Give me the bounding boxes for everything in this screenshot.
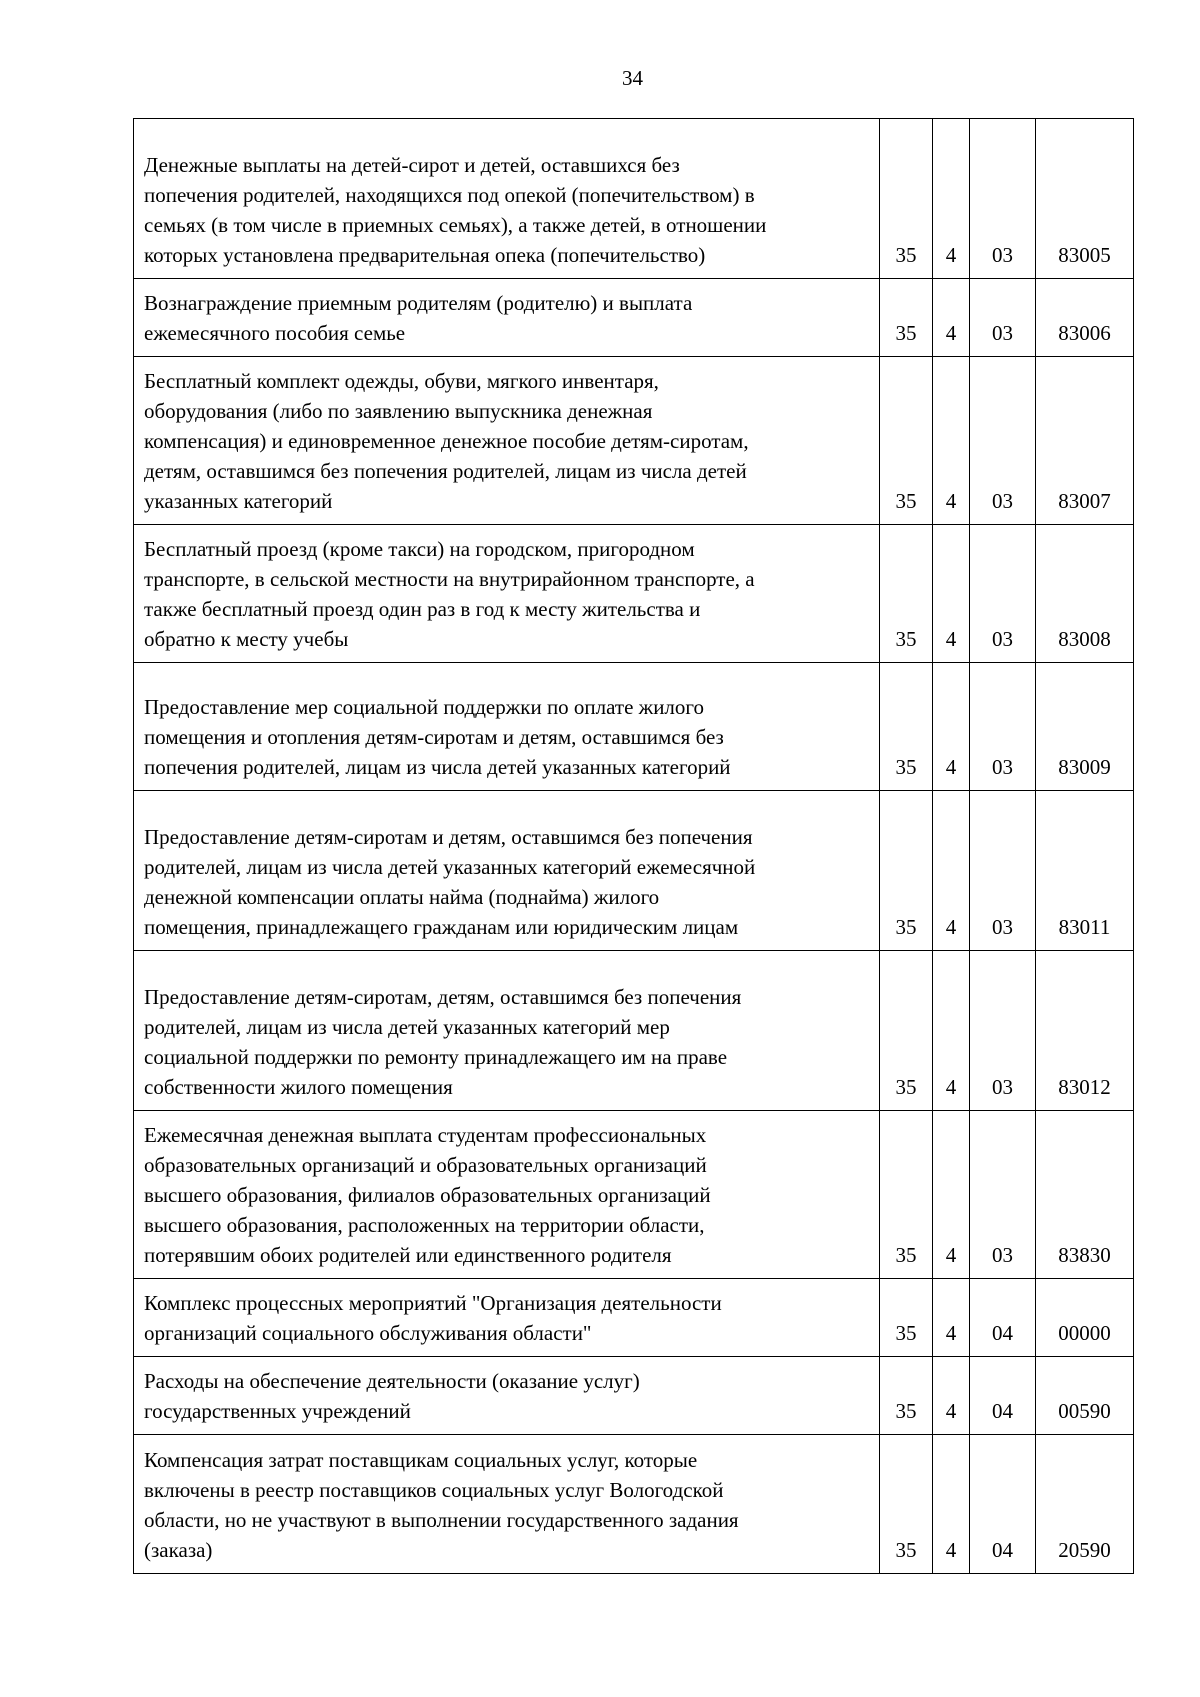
- description-line: которых установлена предварительная опека (попечительство): [144, 243, 706, 267]
- table-row: [134, 791, 1134, 951]
- subprogram-code: 4: [933, 791, 970, 951]
- subprogram-code: 4: [933, 951, 970, 1111]
- description-line: помещения и отопления детям-сиротам и детям, оставшимся без: [144, 725, 724, 749]
- program-code: 35: [880, 1357, 933, 1435]
- description-line: также бесплатный проезд один раз в год к месту жительства и: [144, 597, 701, 621]
- event-code: 03: [970, 951, 1036, 1111]
- table-row: [134, 119, 1134, 279]
- event-code: 04: [970, 1279, 1036, 1357]
- table-body: [134, 119, 1134, 1574]
- program-code: 35: [880, 663, 933, 791]
- program-code: 35: [880, 525, 933, 663]
- row-description: [134, 1435, 880, 1574]
- event-code: 03: [970, 119, 1036, 279]
- table-row: [134, 1435, 1134, 1574]
- description-line: Предоставление детям-сиротам и детям, оставшимся без попечения: [144, 825, 753, 849]
- table-row: [134, 525, 1134, 663]
- row-description: [134, 279, 880, 357]
- description-line: высшего образования, расположенных на территории области,: [144, 1213, 705, 1237]
- description-line: Комплекс процессных мероприятий "Организация деятельности: [144, 1291, 722, 1315]
- program-code: 35: [880, 119, 933, 279]
- subprogram-code: 4: [933, 1357, 970, 1435]
- description-line: государственных учреждений: [144, 1399, 411, 1423]
- description-line: Ежемесячная денежная выплата студентам профессиональных: [144, 1123, 707, 1147]
- description-line: родителей, лицам из числа детей указанных категорий мер: [144, 1015, 670, 1039]
- description-line: области, но не участвуют в выполнении государственного задания: [144, 1508, 739, 1532]
- program-code: 35: [880, 791, 933, 951]
- description-line: помещения, принадлежащего гражданам или юридическим лицам: [144, 915, 739, 939]
- expense-code: 83007: [1036, 357, 1134, 525]
- program-code: 35: [880, 357, 933, 525]
- description-line: социальной поддержки по ремонту принадлежащего им на праве: [144, 1045, 728, 1069]
- description-line: детям, оставшимся без попечения родителей, лицам из числа детей: [144, 459, 747, 483]
- description-line: Расходы на обеспечение деятельности (оказание услуг): [144, 1369, 640, 1393]
- expense-code: 83012: [1036, 951, 1134, 1111]
- description-line: Предоставление мер социальной поддержки по оплате жилого: [144, 695, 704, 719]
- event-code: 03: [970, 1111, 1036, 1279]
- row-description: [134, 1279, 880, 1357]
- description-line: ежемесячного пособия семье: [144, 321, 406, 345]
- row-description: [134, 1111, 880, 1279]
- description-line: семьях (в том числе в приемных семьях), а также детей, в отношении: [144, 213, 767, 237]
- description-line: Денежные выплаты на детей-сирот и детей, оставшихся без: [144, 153, 680, 177]
- event-code: 03: [970, 525, 1036, 663]
- description-line: Вознаграждение приемным родителям (родителю) и выплата: [144, 291, 693, 315]
- description-line: (заказа): [144, 1538, 213, 1562]
- program-code: 35: [880, 1111, 933, 1279]
- row-description: [134, 663, 880, 791]
- row-description: [134, 357, 880, 525]
- table-row: [134, 279, 1134, 357]
- event-code: 03: [970, 357, 1036, 525]
- program-code: 35: [880, 279, 933, 357]
- description-line: попечения родителей, находящихся под опекой (попечительством) в: [144, 183, 755, 207]
- description-line: родителей, лицам из числа детей указанных категорий ежемесячной: [144, 855, 756, 879]
- subprogram-code: 4: [933, 663, 970, 791]
- expense-code: 00000: [1036, 1279, 1134, 1357]
- expense-code: 20590: [1036, 1435, 1134, 1574]
- budget-classification-table: [133, 118, 1134, 1574]
- event-code: 03: [970, 663, 1036, 791]
- program-code: 35: [880, 1279, 933, 1357]
- description-line: обратно к месту учебы: [144, 627, 349, 651]
- description-line: собственности жилого помещения: [144, 1075, 453, 1099]
- program-code: 35: [880, 1435, 933, 1574]
- page-number: 34: [622, 66, 643, 90]
- description-line: транспорте, в сельской местности на внутрирайонном транспорте, а: [144, 567, 755, 591]
- subprogram-code: 4: [933, 1279, 970, 1357]
- event-code: 03: [970, 791, 1036, 951]
- expense-code: 83830: [1036, 1111, 1134, 1279]
- row-description: [134, 119, 880, 279]
- program-code: 35: [880, 951, 933, 1111]
- description-line: образовательных организаций и образовательных организаций: [144, 1153, 707, 1177]
- description-line: оборудования (либо по заявлению выпускника денежная: [144, 399, 653, 423]
- description-line: компенсация) и единовременное денежное пособие детям-сиротам,: [144, 429, 749, 453]
- subprogram-code: 4: [933, 1435, 970, 1574]
- subprogram-code: 4: [933, 357, 970, 525]
- event-code: 04: [970, 1435, 1036, 1574]
- description-line: Предоставление детям-сиротам, детям, оставшимся без попечения: [144, 985, 742, 1009]
- description-line: Бесплатный проезд (кроме такси) на городском, пригородном: [144, 537, 695, 561]
- expense-code: 00590: [1036, 1357, 1134, 1435]
- description-line: денежной компенсации оплаты найма (поднайма) жилого: [144, 885, 660, 909]
- row-description: [134, 525, 880, 663]
- description-line: потерявшим обоих родителей или единственного родителя: [144, 1243, 672, 1267]
- table-row: [134, 1279, 1134, 1357]
- description-line: Компенсация затрат поставщикам социальных услуг, которые: [144, 1448, 698, 1472]
- description-line: Бесплатный комплект одежды, обуви, мягкого инвентаря,: [144, 369, 659, 393]
- table-row: [134, 1111, 1134, 1279]
- subprogram-code: 4: [933, 279, 970, 357]
- row-description: [134, 1357, 880, 1435]
- subprogram-code: 4: [933, 525, 970, 663]
- expense-code: 83006: [1036, 279, 1134, 357]
- description-line: включены в реестр поставщиков социальных услуг Вологодской: [144, 1478, 724, 1502]
- expense-code: 83005: [1036, 119, 1134, 279]
- row-description: [134, 791, 880, 951]
- expense-code: 83008: [1036, 525, 1134, 663]
- table-row: [134, 1357, 1134, 1435]
- subprogram-code: 4: [933, 1111, 970, 1279]
- event-code: 03: [970, 279, 1036, 357]
- table-row: [134, 663, 1134, 791]
- table-row: [134, 357, 1134, 525]
- expense-code: 83009: [1036, 663, 1134, 791]
- description-line: попечения родителей, лицам из числа детей указанных категорий: [144, 755, 731, 779]
- description-line: указанных категорий: [144, 489, 333, 513]
- description-line: высшего образования, филиалов образовательных организаций: [144, 1183, 711, 1207]
- row-description: [134, 951, 880, 1111]
- subprogram-code: 4: [933, 119, 970, 279]
- description-line: организаций социального обслуживания области": [144, 1321, 592, 1345]
- event-code: 04: [970, 1357, 1036, 1435]
- expense-code: 83011: [1036, 791, 1134, 951]
- table-row: [134, 951, 1134, 1111]
